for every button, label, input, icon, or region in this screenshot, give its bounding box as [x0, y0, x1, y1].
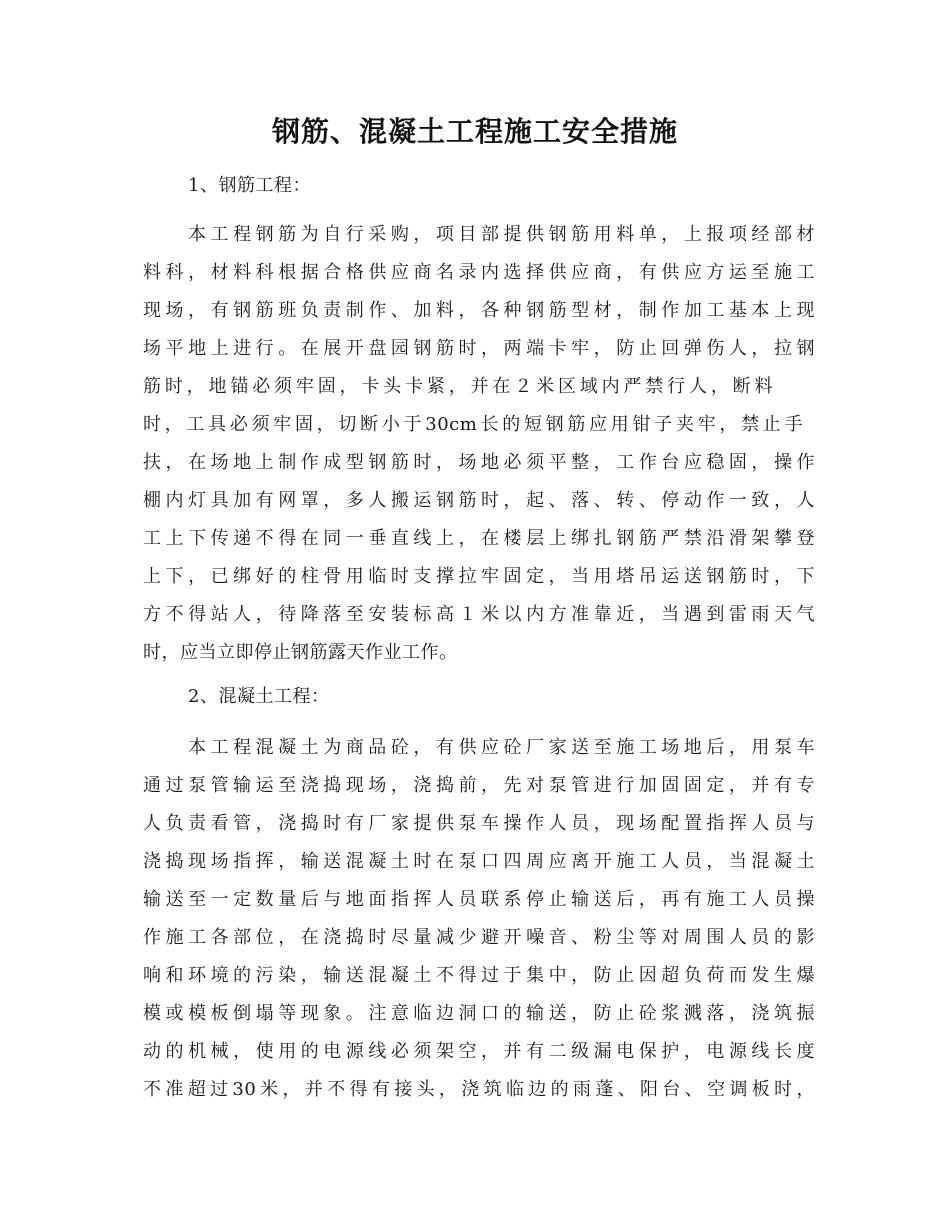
- paragraph-line: 棚内灯具加有网罩，多人搬运钢筋时，起、落、转、停动作一致，人: [143, 490, 815, 511]
- paragraph-line: 扶，在场地上制作成型钢筋时，场地必须平整，工作台应稳固，操作: [143, 452, 815, 473]
- paragraph-line: 筋时，地锚必须牢固，卡头卡紧，并在２米区域内严禁行人，断料: [143, 376, 773, 397]
- paragraph-line: 料科，材料科根据合格供应商名录内选择供应商，有供应方运至施工: [143, 262, 815, 283]
- paragraph-line: 上下，已绑好的柱骨用临时支撑拉牢固定，当用塔吊运送钢筋时，下: [143, 566, 815, 587]
- paragraph-line: 人负责看管，浇捣时有厂家提供泵车操作人员，现场配置指挥人员与: [143, 813, 815, 834]
- paragraph-line: 场平地上进行。在展开盘园钢筋时，两端卡牢，防止回弹伤人，拉钢: [143, 338, 815, 359]
- paragraph-line: 本工程钢筋为自行采购，项目部提供钢筋用料单，上报项经部材: [188, 224, 815, 245]
- section-heading-concrete: 2、混凝土工程：: [188, 686, 330, 707]
- paragraph-line: 现场，有钢筋班负责制作、加料，各种钢筋型材，制作加工基本上现: [143, 300, 815, 321]
- paragraph-line: 动的机械，使用的电源线必须架空，并有二级漏电保护，电源线长度: [143, 1041, 815, 1062]
- paragraph-line: 时，应当立即停止钢筋露天作业工作。: [143, 642, 458, 663]
- paragraph-line: 本工程混凝土为商品砼，有供应砼厂家送至施工场地后，用泵车: [188, 737, 815, 758]
- section-heading-rebar: 1、钢筋工程：: [188, 175, 311, 196]
- paragraph-line: 工上下传递不得在同一垂直线上，在楼层上绑扎钢筋严禁沿滑架攀登: [143, 528, 815, 549]
- paragraph-line: 模或模板倒塌等现象。注意临边洞口的输送，防止砼浆溅落，浇筑振: [143, 1003, 815, 1024]
- document-title: 钢筋、混凝土工程施工安全措施: [271, 115, 678, 148]
- paragraph-line: 输送至一定数量后与地面指挥人员联系停止输送后，再有施工人员操: [143, 889, 815, 910]
- paragraph-line: 浇捣现场指挥，输送混凝土时在泵口四周应离开施工人员，当混凝土: [143, 851, 815, 872]
- section-paragraph-concrete: [143, 729, 815, 1109]
- section-paragraph-rebar: [143, 216, 815, 672]
- paragraph-line: 方不得站人，待降落至安装标高１米以内方准靠近，当遇到雷雨天气: [143, 604, 815, 625]
- paragraph-line: 时，工具必须牢固，切断小于30cm长的短钢筋应用钳子夹牢，禁止手: [143, 414, 803, 435]
- paragraph-line: 响和环境的污染，输送混凝土不得过于集中，防止因超负荷而发生爆: [143, 965, 815, 986]
- paragraph-line: 作施工各部位，在浇捣时尽量减少避开噪音、粉尘等对周围人员的影: [143, 927, 815, 948]
- paragraph-line: 不准超过30米，并不得有接头，浇筑临边的雨蓬、阳台、空调板时，: [143, 1079, 815, 1100]
- paragraph-line: 通过泵管输运至浇捣现场，浇捣前，先对泵管进行加固固定，并有专: [143, 775, 815, 796]
